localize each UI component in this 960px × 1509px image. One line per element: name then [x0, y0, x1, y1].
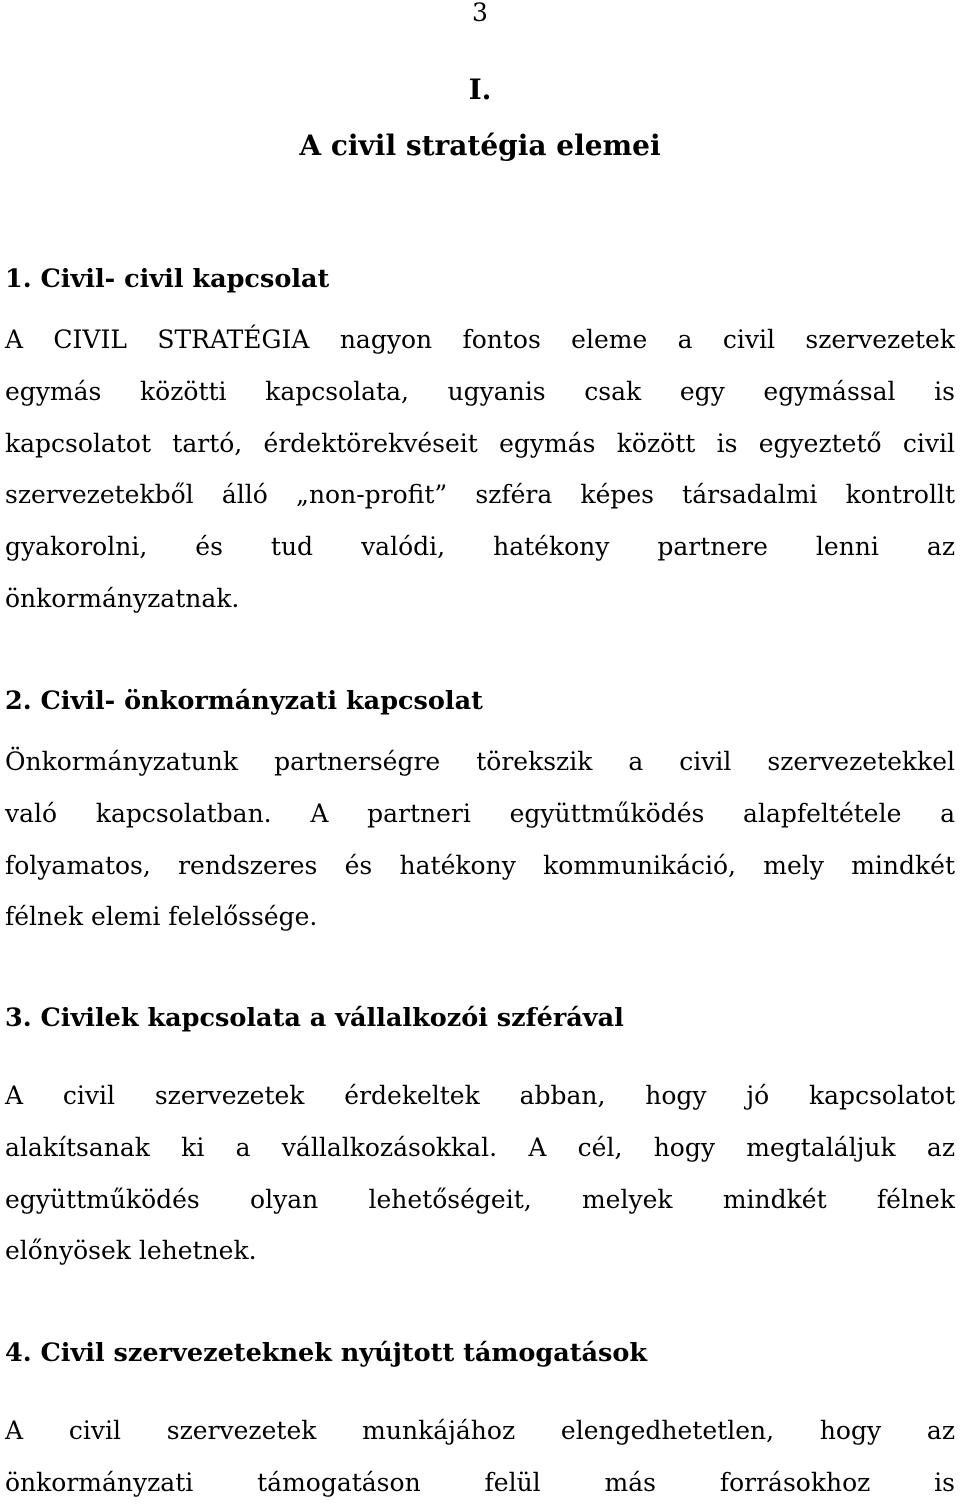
paragraph-line: A civil szervezetek munkájához elengedhetetlen, hogy az	[5, 1416, 955, 1445]
paragraph-line: alakítsanak ki a vállalkozásokkal. A cél, hogy megtaláljuk az	[5, 1132, 955, 1162]
document-title: A civil stratégia elemei	[299, 129, 661, 162]
section-body-civil-civil	[5, 314, 955, 625]
section-body-civil-onkormanyzati	[5, 736, 955, 943]
part-number: I.	[468, 73, 492, 106]
section-body-vallalkozoi	[5, 1070, 955, 1277]
paragraph-line: együttműködés olyan lehetőségeit, melyek mindkét félnek	[5, 1184, 955, 1214]
page-number: 3	[472, 0, 488, 27]
paragraph-line: Önkormányzatunk partnerségre törekszik a civil szervezetekkel	[5, 747, 955, 776]
paragraph-line: A CIVIL STRATÉGIA nagyon fontos eleme a civil szervezetek	[5, 325, 955, 354]
paragraph-line: előnyösek lehetnek.	[5, 1236, 257, 1266]
paragraph-line: kapcsolatot tartó, érdektörekvéseit egymás között is egyeztető civil	[5, 428, 955, 458]
paragraph-line: szervezetekből álló „non-profit” szféra képes társadalmi kontrollt	[5, 480, 955, 510]
paragraph-line: gyakorolni, és tud valódi, hatékony partnere lenni az	[5, 532, 955, 562]
paragraph-line: A civil szervezetek érdekeltek abban, hogy jó kapcsolatot	[5, 1081, 955, 1110]
section-body-tamogatasok	[5, 1405, 955, 1509]
paragraph-line: folyamatos, rendszeres és hatékony kommunikáció, mely mindkét	[5, 850, 955, 880]
section-heading-vallalkozoi: 3. Civilek kapcsolata a vállalkozói szférával	[5, 1003, 624, 1033]
paragraph-line: félnek elemi felelőssége.	[5, 902, 318, 932]
section-heading-tamogatasok: 4. Civil szervezeteknek nyújtott támogatások	[5, 1338, 648, 1368]
section-heading-civil-civil: 1. Civil- civil kapcsolat	[5, 264, 330, 294]
paragraph-line: való kapcsolatban. A partneri együttműködés alapfeltétele a	[5, 798, 955, 828]
paragraph-line: egymás közötti kapcsolata, ugyanis csak egy egymással is	[5, 376, 955, 406]
paragraph-line: önkormányzati támogatáson felül más forrásokhoz is	[5, 1467, 955, 1497]
section-heading-civil-onkormanyzati: 2. Civil- önkormányzati kapcsolat	[5, 686, 483, 716]
paragraph-line: önkormányzatnak.	[5, 583, 240, 613]
